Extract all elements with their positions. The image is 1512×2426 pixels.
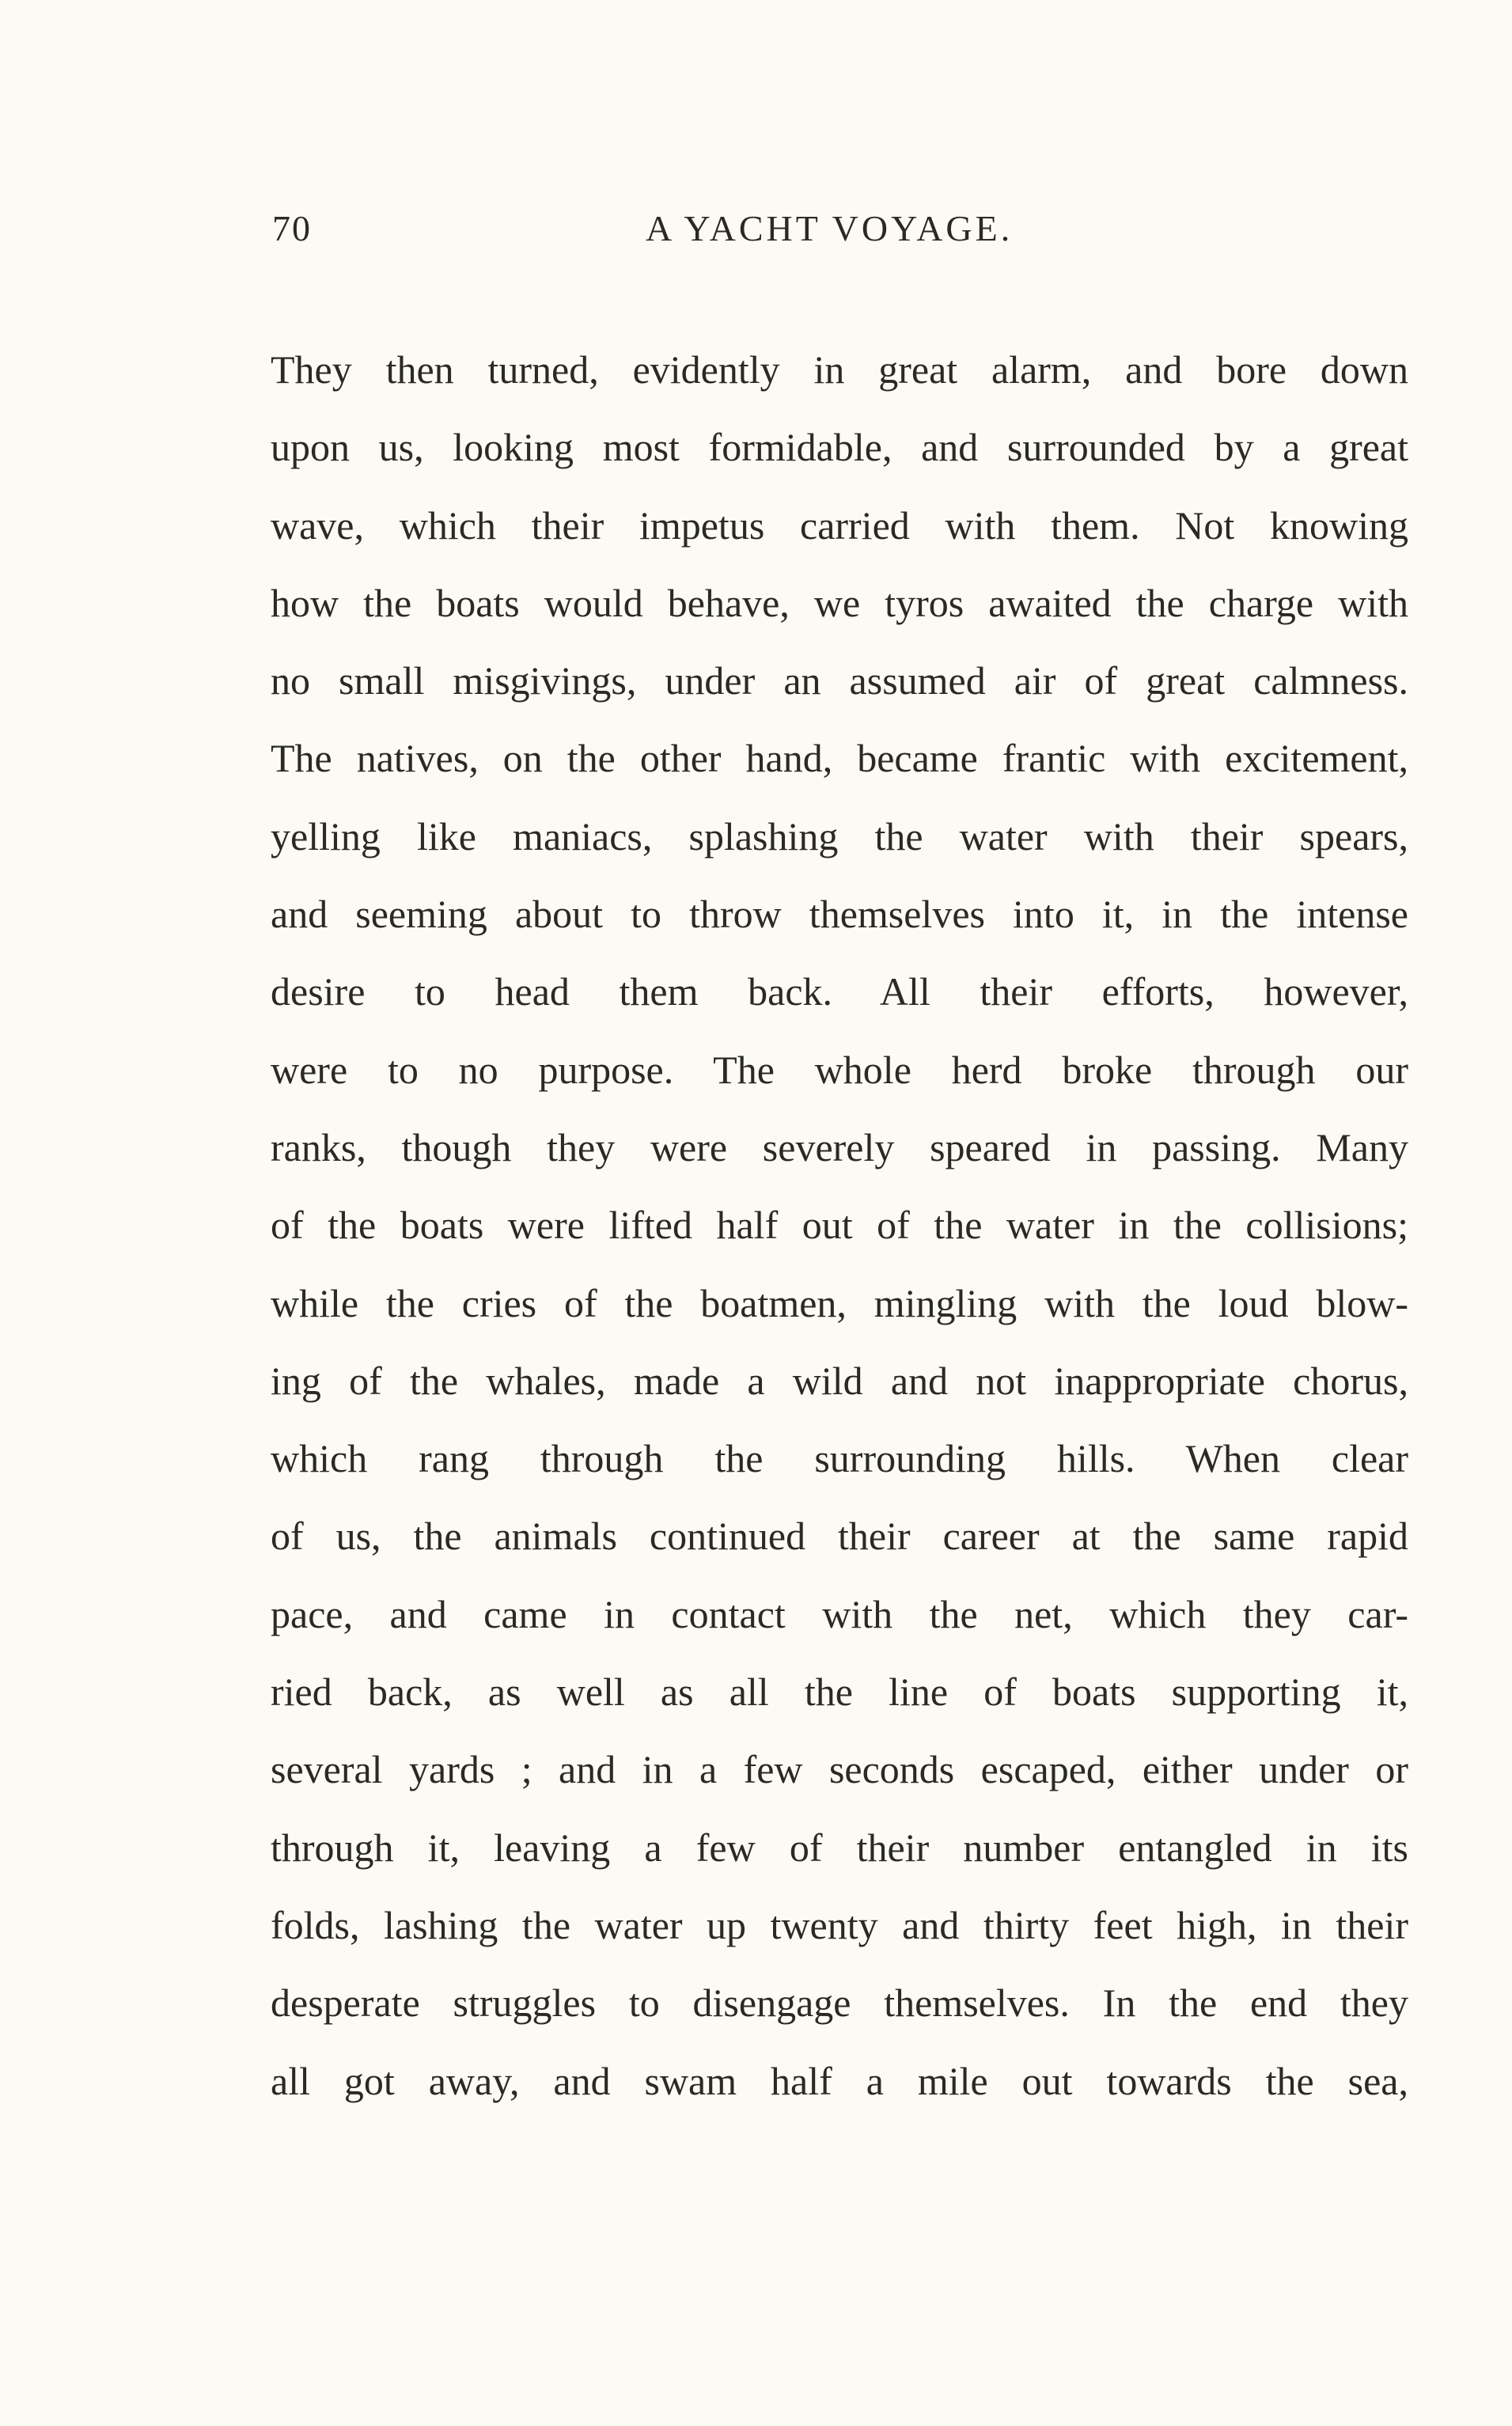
text-line: They then turned, evidently in great alarm, and bore down [271, 347, 1408, 392]
body-text [271, 331, 1408, 2120]
text-line: ried back, as well as all the line of boats supporting it, [271, 1670, 1408, 1715]
text-line: which rang through the surrounding hills. When clear [271, 1436, 1408, 1481]
running-title: A YACHT VOYAGE. [646, 208, 1014, 248]
text-line: ing of the whales, made a wild and not inappropriate chorus, [271, 1358, 1408, 1403]
text-line: desire to head them back. All their efforts, however, [271, 969, 1408, 1014]
text-line: pace, and came in contact with the net, which they car- [271, 1591, 1408, 1636]
text-line: wave, which their impetus carried with them. Not knowing [271, 502, 1408, 548]
running-head [272, 207, 1408, 263]
text-line: The natives, on the other hand, became frantic with excitement, [271, 736, 1408, 781]
page-number: 70 [272, 208, 312, 248]
text-line: folds, lashing the water up twenty and thirty feet high, in their [271, 1902, 1408, 1947]
text-line: several yards ; and in a few seconds escaped, either under or [271, 1747, 1408, 1792]
text-line: of us, the animals continued their career at the same rapid [271, 1514, 1408, 1559]
text-line: how the boats would behave, we tyros awaited the charge with [271, 580, 1408, 625]
text-line: of the boats were lifted half out of the water in the collisions; [271, 1203, 1408, 1248]
text-line: desperate struggles to disengage themselves. In the end they [271, 1981, 1408, 2026]
text-line: and seeming about to throw themselves into it, in the intense [271, 892, 1408, 937]
text-line: while the cries of the boatmen, mingling with the loud blow- [271, 1280, 1408, 1325]
text-line: no small misgivings, under an assumed air of great calmness. [271, 658, 1408, 703]
text-line: yelling like maniacs, splashing the water with their spears, [271, 813, 1408, 859]
text-line: through it, leaving a few of their number entangled in its [271, 1825, 1408, 1870]
text-line: upon us, looking most formidable, and surrounded by a great [271, 425, 1408, 470]
text-line: ranks, though they were severely speared in passing. Many [271, 1124, 1408, 1169]
text-line: all got away, and swam half a mile out towards the sea, [271, 2058, 1408, 2103]
text-line: were to no purpose. The whole herd broke through our [271, 1047, 1408, 1092]
